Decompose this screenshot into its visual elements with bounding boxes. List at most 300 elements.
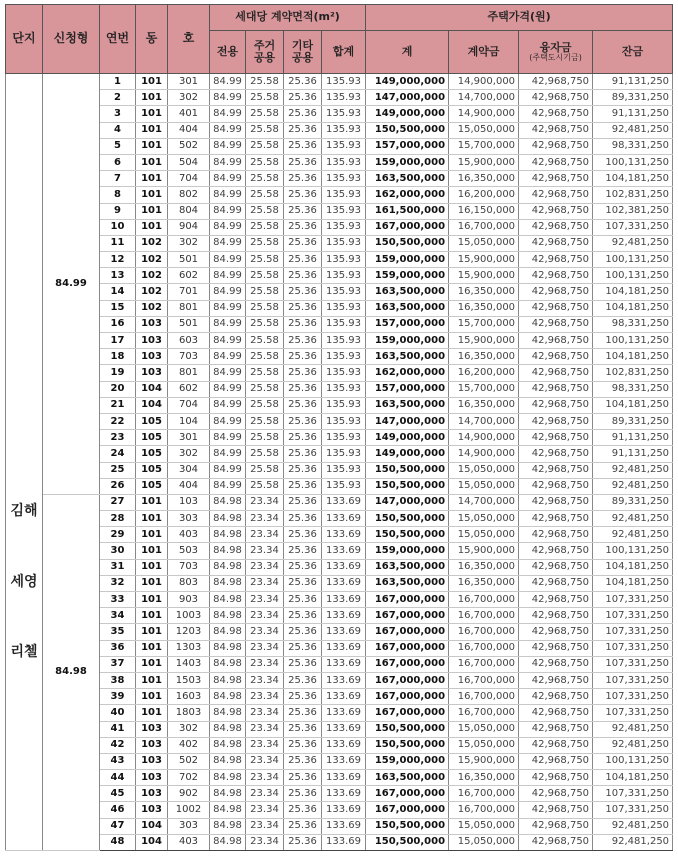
- cell-contract: 15,050,000: [449, 527, 519, 543]
- cell-contract: 14,700,000: [449, 494, 519, 510]
- cell-seq: 11: [100, 235, 136, 251]
- cell-exclusive: 84.99: [210, 316, 246, 332]
- cell-residential-common: 25.58: [246, 187, 284, 203]
- cell-ho: 702: [168, 770, 210, 786]
- cell-dong: 103: [136, 316, 168, 332]
- cell-seq: 18: [100, 349, 136, 365]
- table-row: [6, 219, 673, 235]
- cell-area-total: 135.93: [322, 138, 366, 154]
- cell-seq: 21: [100, 397, 136, 413]
- cell-other-common: 25.36: [284, 705, 322, 721]
- cell-area-total: 135.93: [322, 252, 366, 268]
- cell-price-total: 167,000,000: [366, 672, 449, 688]
- cell-dong: 101: [136, 74, 168, 90]
- cell-ho: 504: [168, 154, 210, 170]
- cell-balance: 104,181,250: [593, 171, 673, 187]
- cell-dong: 103: [136, 802, 168, 818]
- cell-contract: 15,700,000: [449, 138, 519, 154]
- cell-balance: 100,131,250: [593, 268, 673, 284]
- cell-price-total: 167,000,000: [366, 689, 449, 705]
- cell-area-total: 133.69: [322, 608, 366, 624]
- cell-contract: 16,700,000: [449, 640, 519, 656]
- cell-balance: 107,331,250: [593, 608, 673, 624]
- cell-seq: 36: [100, 640, 136, 656]
- cell-ho: 1002: [168, 802, 210, 818]
- table-row: [6, 543, 673, 559]
- cell-price-total: 150,500,000: [366, 122, 449, 138]
- cell-dong: 101: [136, 689, 168, 705]
- table-row: [6, 74, 673, 90]
- cell-residential-common: 25.58: [246, 381, 284, 397]
- cell-exclusive: 84.99: [210, 171, 246, 187]
- complex-name: [6, 74, 43, 851]
- cell-other-common: 25.36: [284, 753, 322, 769]
- cell-residential-common: 25.58: [246, 171, 284, 187]
- cell-area-total: 133.69: [322, 802, 366, 818]
- cell-exclusive: 84.98: [210, 656, 246, 672]
- cell-exclusive: 84.99: [210, 235, 246, 251]
- cell-price-total: 150,500,000: [366, 235, 449, 251]
- cell-area-total: 133.69: [322, 575, 366, 591]
- cell-dong: 101: [136, 171, 168, 187]
- cell-contract: 15,050,000: [449, 235, 519, 251]
- cell-area-total: 133.69: [322, 559, 366, 575]
- cell-loan: 42,968,750: [519, 235, 593, 251]
- cell-price-total: 159,000,000: [366, 333, 449, 349]
- cell-exclusive: 84.99: [210, 462, 246, 478]
- cell-dong: 101: [136, 511, 168, 527]
- cell-price-total: 162,000,000: [366, 187, 449, 203]
- cell-loan: 42,968,750: [519, 90, 593, 106]
- cell-residential-common: 23.34: [246, 818, 284, 834]
- cell-seq: 22: [100, 413, 136, 429]
- cell-dong: 103: [136, 770, 168, 786]
- cell-balance: 102,381,250: [593, 203, 673, 219]
- cell-area-total: 135.93: [322, 316, 366, 332]
- cell-residential-common: 25.58: [246, 413, 284, 429]
- cell-price-total: 150,500,000: [366, 511, 449, 527]
- cell-ho: 404: [168, 478, 210, 494]
- cell-balance: 107,331,250: [593, 592, 673, 608]
- cell-contract: 16,700,000: [449, 219, 519, 235]
- cell-balance: 100,131,250: [593, 543, 673, 559]
- cell-balance: 104,181,250: [593, 559, 673, 575]
- cell-area-total: 133.69: [322, 494, 366, 510]
- cell-seq: 47: [100, 818, 136, 834]
- cell-contract: 16,700,000: [449, 705, 519, 721]
- cell-exclusive: 84.99: [210, 300, 246, 316]
- cell-ho: 303: [168, 818, 210, 834]
- cell-ho: 803: [168, 575, 210, 591]
- cell-balance: 98,331,250: [593, 381, 673, 397]
- cell-balance: 89,331,250: [593, 90, 673, 106]
- cell-price-total: 163,500,000: [366, 349, 449, 365]
- cell-seq: 34: [100, 608, 136, 624]
- table-row: [6, 187, 673, 203]
- cell-balance: 91,131,250: [593, 74, 673, 90]
- cell-ho: 603: [168, 333, 210, 349]
- table-row: [6, 624, 673, 640]
- cell-balance: 107,331,250: [593, 624, 673, 640]
- cell-exclusive: 84.99: [210, 381, 246, 397]
- cell-other-common: 25.36: [284, 608, 322, 624]
- cell-loan: 42,968,750: [519, 300, 593, 316]
- cell-residential-common: 25.58: [246, 316, 284, 332]
- cell-price-total: 159,000,000: [366, 543, 449, 559]
- cell-ho: 302: [168, 721, 210, 737]
- cell-residential-common: 25.58: [246, 268, 284, 284]
- cell-balance: 102,831,250: [593, 365, 673, 381]
- cell-contract: 16,350,000: [449, 770, 519, 786]
- cell-balance: 91,131,250: [593, 106, 673, 122]
- cell-area-total: 135.93: [322, 106, 366, 122]
- cell-other-common: 25.36: [284, 284, 322, 300]
- table-row: [6, 737, 673, 753]
- cell-contract: 16,700,000: [449, 608, 519, 624]
- cell-seq: 13: [100, 268, 136, 284]
- cell-contract: 15,050,000: [449, 834, 519, 850]
- cell-loan: 42,968,750: [519, 834, 593, 850]
- cell-exclusive: 84.98: [210, 640, 246, 656]
- cell-ho: 1203: [168, 624, 210, 640]
- cell-dong: 104: [136, 818, 168, 834]
- cell-dong: 101: [136, 527, 168, 543]
- cell-ho: 503: [168, 543, 210, 559]
- cell-contract: 16,350,000: [449, 397, 519, 413]
- cell-area-total: 135.93: [322, 478, 366, 494]
- cell-balance: 107,331,250: [593, 802, 673, 818]
- cell-area-total: 133.69: [322, 527, 366, 543]
- cell-balance: 89,331,250: [593, 413, 673, 429]
- cell-balance: 92,481,250: [593, 478, 673, 494]
- cell-contract: 15,900,000: [449, 333, 519, 349]
- header-residential-common-l1: 주거: [253, 38, 276, 52]
- cell-other-common: 25.36: [284, 90, 322, 106]
- cell-balance: 107,331,250: [593, 219, 673, 235]
- table-row: [6, 575, 673, 591]
- cell-other-common: 25.36: [284, 316, 322, 332]
- cell-loan: 42,968,750: [519, 365, 593, 381]
- cell-ho: 401: [168, 106, 210, 122]
- cell-balance: 92,481,250: [593, 235, 673, 251]
- cell-other-common: 25.36: [284, 74, 322, 90]
- table-row: [6, 171, 673, 187]
- cell-balance: 92,481,250: [593, 834, 673, 850]
- cell-loan: 42,968,750: [519, 494, 593, 510]
- cell-price-total: 150,500,000: [366, 478, 449, 494]
- cell-residential-common: 23.34: [246, 672, 284, 688]
- cell-price-total: 159,000,000: [366, 268, 449, 284]
- cell-dong: 101: [136, 203, 168, 219]
- cell-loan: 42,968,750: [519, 818, 593, 834]
- cell-contract: 15,700,000: [449, 381, 519, 397]
- cell-dong: 104: [136, 381, 168, 397]
- cell-area-total: 135.93: [322, 365, 366, 381]
- table-row: [6, 818, 673, 834]
- cell-exclusive: 84.98: [210, 770, 246, 786]
- complex-name-line: 리첼: [10, 644, 38, 661]
- table-row: [6, 268, 673, 284]
- cell-balance: 100,131,250: [593, 753, 673, 769]
- cell-seq: 16: [100, 316, 136, 332]
- cell-dong: 105: [136, 462, 168, 478]
- cell-other-common: 25.36: [284, 413, 322, 429]
- cell-seq: 12: [100, 252, 136, 268]
- cell-area-total: 133.69: [322, 786, 366, 802]
- header-price-total: 계: [366, 31, 449, 74]
- cell-area-total: 135.93: [322, 235, 366, 251]
- cell-other-common: 25.36: [284, 575, 322, 591]
- cell-other-common: 25.36: [284, 721, 322, 737]
- table-row: [6, 527, 673, 543]
- table-body: [6, 74, 673, 851]
- cell-area-total: 135.93: [322, 349, 366, 365]
- cell-contract: 15,050,000: [449, 122, 519, 138]
- table-row: [6, 640, 673, 656]
- cell-contract: 15,050,000: [449, 462, 519, 478]
- cell-contract: 15,050,000: [449, 511, 519, 527]
- header-area-group: 세대당 계약면적(m²): [210, 5, 366, 31]
- cell-ho: 1003: [168, 608, 210, 624]
- cell-contract: 16,700,000: [449, 802, 519, 818]
- header-residential-common: [246, 31, 284, 74]
- cell-dong: 103: [136, 753, 168, 769]
- cell-dong: 105: [136, 413, 168, 429]
- cell-other-common: 25.36: [284, 252, 322, 268]
- cell-seq: 24: [100, 446, 136, 462]
- cell-price-total: 159,000,000: [366, 154, 449, 170]
- header-other-common-l2: 공용: [291, 51, 314, 64]
- cell-loan: 42,968,750: [519, 268, 593, 284]
- cell-price-total: 147,000,000: [366, 494, 449, 510]
- cell-other-common: 25.36: [284, 543, 322, 559]
- cell-contract: 16,350,000: [449, 559, 519, 575]
- cell-residential-common: 23.34: [246, 624, 284, 640]
- cell-dong: 101: [136, 656, 168, 672]
- cell-other-common: 25.36: [284, 300, 322, 316]
- cell-balance: 107,331,250: [593, 689, 673, 705]
- cell-seq: 38: [100, 672, 136, 688]
- cell-ho: 501: [168, 252, 210, 268]
- cell-loan: 42,968,750: [519, 171, 593, 187]
- cell-loan: 42,968,750: [519, 397, 593, 413]
- cell-exclusive: 84.98: [210, 494, 246, 510]
- cell-other-common: 25.36: [284, 689, 322, 705]
- cell-contract: 16,350,000: [449, 171, 519, 187]
- table-row: [6, 90, 673, 106]
- cell-other-common: 25.36: [284, 770, 322, 786]
- cell-contract: 16,700,000: [449, 786, 519, 802]
- cell-loan: 42,968,750: [519, 381, 593, 397]
- cell-loan: 42,968,750: [519, 203, 593, 219]
- cell-area-total: 135.93: [322, 284, 366, 300]
- cell-exclusive: 84.99: [210, 284, 246, 300]
- cell-contract: 15,900,000: [449, 753, 519, 769]
- cell-ho: 302: [168, 90, 210, 106]
- cell-loan: 42,968,750: [519, 154, 593, 170]
- cell-dong: 105: [136, 478, 168, 494]
- cell-ho: 1303: [168, 640, 210, 656]
- header-loan-l2: (주택도시기금): [529, 52, 582, 62]
- cell-price-total: 167,000,000: [366, 624, 449, 640]
- cell-contract: 16,700,000: [449, 656, 519, 672]
- cell-balance: 89,331,250: [593, 494, 673, 510]
- cell-seq: 41: [100, 721, 136, 737]
- header-type: 신청형: [43, 5, 100, 74]
- cell-seq: 15: [100, 300, 136, 316]
- cell-exclusive: 84.98: [210, 721, 246, 737]
- header-dong: 동: [136, 5, 168, 74]
- cell-contract: 16,350,000: [449, 349, 519, 365]
- cell-price-total: 163,500,000: [366, 284, 449, 300]
- cell-price-total: 157,000,000: [366, 381, 449, 397]
- cell-exclusive: 84.98: [210, 592, 246, 608]
- cell-seq: 42: [100, 737, 136, 753]
- cell-residential-common: 25.58: [246, 462, 284, 478]
- cell-exclusive: 84.99: [210, 154, 246, 170]
- cell-balance: 107,331,250: [593, 640, 673, 656]
- header-residential-common-l2: 공용: [253, 51, 276, 64]
- cell-dong: 102: [136, 284, 168, 300]
- cell-loan: 42,968,750: [519, 721, 593, 737]
- cell-loan: 42,968,750: [519, 672, 593, 688]
- cell-balance: 104,181,250: [593, 575, 673, 591]
- cell-area-total: 133.69: [322, 737, 366, 753]
- cell-area-total: 135.93: [322, 381, 366, 397]
- cell-loan: 42,968,750: [519, 511, 593, 527]
- cell-balance: 104,181,250: [593, 300, 673, 316]
- cell-exclusive: 84.98: [210, 608, 246, 624]
- price-table: [5, 4, 673, 851]
- cell-loan: 42,968,750: [519, 543, 593, 559]
- cell-seq: 43: [100, 753, 136, 769]
- cell-area-total: 135.93: [322, 90, 366, 106]
- cell-price-total: 167,000,000: [366, 608, 449, 624]
- cell-seq: 10: [100, 219, 136, 235]
- table-row: [6, 834, 673, 850]
- cell-loan: 42,968,750: [519, 705, 593, 721]
- cell-price-total: 147,000,000: [366, 413, 449, 429]
- cell-other-common: 25.36: [284, 737, 322, 753]
- cell-seq: 26: [100, 478, 136, 494]
- cell-other-common: 25.36: [284, 397, 322, 413]
- cell-exclusive: 84.98: [210, 786, 246, 802]
- cell-balance: 100,131,250: [593, 333, 673, 349]
- cell-price-total: 150,500,000: [366, 721, 449, 737]
- table-row: [6, 770, 673, 786]
- cell-loan: 42,968,750: [519, 219, 593, 235]
- cell-exclusive: 84.99: [210, 203, 246, 219]
- cell-loan: 42,968,750: [519, 802, 593, 818]
- cell-other-common: 25.36: [284, 656, 322, 672]
- cell-price-total: 149,000,000: [366, 430, 449, 446]
- cell-other-common: 25.36: [284, 268, 322, 284]
- table-row: [6, 753, 673, 769]
- cell-residential-common: 23.34: [246, 527, 284, 543]
- cell-contract: 16,350,000: [449, 300, 519, 316]
- cell-dong: 103: [136, 737, 168, 753]
- cell-seq: 33: [100, 592, 136, 608]
- cell-other-common: 25.36: [284, 834, 322, 850]
- cell-seq: 37: [100, 656, 136, 672]
- cell-dong: 103: [136, 721, 168, 737]
- cell-other-common: 25.36: [284, 138, 322, 154]
- cell-exclusive: 84.99: [210, 333, 246, 349]
- cell-loan: 42,968,750: [519, 316, 593, 332]
- cell-other-common: 25.36: [284, 802, 322, 818]
- cell-dong: 101: [136, 138, 168, 154]
- cell-other-common: 25.36: [284, 559, 322, 575]
- cell-dong: 103: [136, 333, 168, 349]
- header-loan: [519, 31, 593, 74]
- cell-seq: 46: [100, 802, 136, 818]
- cell-loan: 42,968,750: [519, 430, 593, 446]
- cell-other-common: 25.36: [284, 640, 322, 656]
- cell-exclusive: 84.99: [210, 138, 246, 154]
- cell-ho: 103: [168, 494, 210, 510]
- cell-loan: 42,968,750: [519, 527, 593, 543]
- cell-loan: 42,968,750: [519, 592, 593, 608]
- cell-price-total: 163,500,000: [366, 575, 449, 591]
- cell-balance: 98,331,250: [593, 138, 673, 154]
- cell-balance: 100,131,250: [593, 154, 673, 170]
- cell-exclusive: 84.99: [210, 397, 246, 413]
- cell-dong: 103: [136, 349, 168, 365]
- cell-exclusive: 84.98: [210, 689, 246, 705]
- cell-residential-common: 23.34: [246, 511, 284, 527]
- header-contract: 계약금: [449, 31, 519, 74]
- cell-balance: 91,131,250: [593, 430, 673, 446]
- cell-residential-common: 23.34: [246, 494, 284, 510]
- cell-ho: 804: [168, 203, 210, 219]
- cell-residential-common: 23.34: [246, 721, 284, 737]
- cell-area-total: 135.93: [322, 171, 366, 187]
- header-loan-l1: 융자금: [539, 40, 572, 54]
- header-ho: 호: [168, 5, 210, 74]
- cell-area-total: 133.69: [322, 705, 366, 721]
- cell-seq: 28: [100, 511, 136, 527]
- cell-contract: 15,050,000: [449, 818, 519, 834]
- cell-other-common: 25.36: [284, 494, 322, 510]
- table-row: [6, 511, 673, 527]
- cell-balance: 104,181,250: [593, 397, 673, 413]
- cell-contract: 16,150,000: [449, 203, 519, 219]
- cell-exclusive: 84.99: [210, 74, 246, 90]
- cell-dong: 103: [136, 365, 168, 381]
- cell-contract: 16,700,000: [449, 689, 519, 705]
- cell-area-total: 133.69: [322, 834, 366, 850]
- cell-contract: 15,900,000: [449, 154, 519, 170]
- cell-price-total: 167,000,000: [366, 640, 449, 656]
- cell-residential-common: 23.34: [246, 770, 284, 786]
- cell-area-total: 133.69: [322, 511, 366, 527]
- cell-other-common: 25.36: [284, 203, 322, 219]
- table-row: [6, 462, 673, 478]
- table-row: [6, 203, 673, 219]
- cell-loan: 42,968,750: [519, 689, 593, 705]
- cell-loan: 42,968,750: [519, 478, 593, 494]
- cell-price-total: 150,500,000: [366, 462, 449, 478]
- table-row: [6, 430, 673, 446]
- table-row: [6, 300, 673, 316]
- cell-residential-common: 25.58: [246, 478, 284, 494]
- cell-area-total: 133.69: [322, 543, 366, 559]
- cell-exclusive: 84.99: [210, 219, 246, 235]
- cell-balance: 102,831,250: [593, 187, 673, 203]
- cell-other-common: 25.36: [284, 187, 322, 203]
- header-balance: 잔금: [593, 31, 673, 74]
- cell-ho: 703: [168, 559, 210, 575]
